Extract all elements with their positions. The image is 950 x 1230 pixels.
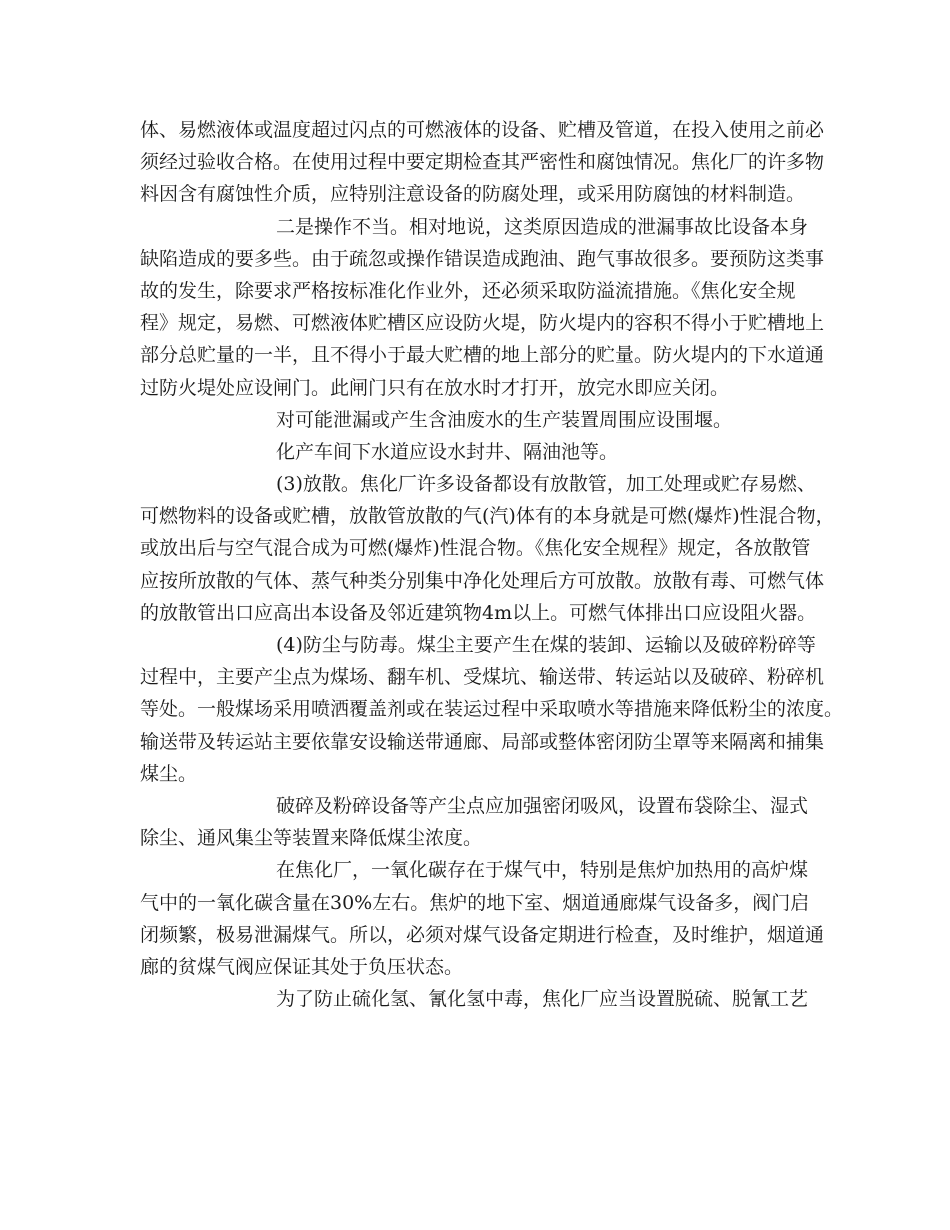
paragraph-line: 可燃物料的设备或贮槽，放散管放散的气(汽)体有的本身就是可燃(爆炸)性混合物， <box>140 505 835 528</box>
paragraph-line: 除尘、通风集尘等装置来降低煤尘浓度。 <box>140 827 483 850</box>
paragraph-line: 廊的贫煤气阀应保证其处于负压状态。 <box>140 955 464 978</box>
paragraph-line: 等处。一般煤场采用喷洒覆盖剂或在装运过程中采取喷水等措施来降低粉尘的浓度。 <box>140 698 844 721</box>
paragraph-line: 程》规定，易燃、可燃液体贮槽区应设防火堤，防火堤内的容积不得小于贮槽地上 <box>140 312 825 335</box>
paragraph-first-line: 二是操作不当。相对地说，这类原因造成的泄漏事故比设备本身 <box>276 215 809 238</box>
paragraph-line: 的放散管出口应高出本设备及邻近建筑物4m以上。可燃气体排出口应设阻火器。 <box>140 601 817 624</box>
paragraph-line: 料因含有腐蚀性介质，应特别注意设备的防腐处理，或采用防腐蚀的材料制造。 <box>140 183 806 206</box>
paragraph-line: 煤尘。 <box>140 762 198 785</box>
paragraph-line: 部分总贮量的一半，且不得小于最大贮槽的地上部分的贮量。防火堤内的下水道通 <box>140 344 825 367</box>
paragraph-line: 体、易燃液体或温度超过闪点的可燃液体的设备、贮槽及管道，在投入使用之前必 <box>140 119 825 141</box>
paragraph-line: 故的发生，除要求严格按标准化作业外，还必须采取防溢流措施。《焦化安全规 <box>140 279 796 302</box>
paragraph-first-line: 破碎及粉碎设备等产尘点应加强密闭吸风，设置布袋除尘、湿式 <box>276 794 809 817</box>
paragraph-line: 须经过验收合格。在使用过程中要定期检查其严密性和腐蚀情况。焦化厂的许多物 <box>140 151 825 174</box>
paragraph-line: 输送带及转运站主要依靠安设输送带通廊、局部或整体密闭防尘罩等来隔离和捕集 <box>140 730 825 753</box>
paragraph-first-line: 化产车间下水道应设水封井、隔油池等。 <box>276 440 619 463</box>
paragraph-first-line: (3)放散。焦化厂许多设备都设有放散管，加工处理或贮存易燃、 <box>276 473 816 496</box>
paragraph-first-line: (4)防尘与防毒。煤尘主要产生在煤的装卸、运输以及破碎粉碎等 <box>276 634 816 656</box>
paragraph-first-line: 为了防止硫化氢、氰化氢中毒，焦化厂应当设置脱硫、脱氰工艺 <box>276 988 809 1011</box>
paragraph-line: 过程中，主要产尘点为煤场、翻车机、受煤坑、输送带、转运站以及破碎、粉碎机 <box>140 666 825 689</box>
paragraph-line: 应按所放散的气体、蒸气种类分别集中净化处理后方可放散。放散有毒、可燃气体 <box>140 569 825 592</box>
paragraph-first-line: 对可能泄漏或产生含油废水的生产装置周围应设围堰。 <box>276 408 733 431</box>
paragraph-line: 或放出后与空气混合成为可燃(爆炸)性混合物。《焦化安全规程》规定，各放散管 <box>140 537 811 560</box>
paragraph-first-line: 在焦化厂，一氧化碳存在于煤气中，特别是焦炉加热用的高炉煤 <box>276 859 809 882</box>
document-body <box>140 114 844 1015</box>
paragraph-line: 过防火堤处应设闸门。此闸门只有在放水时才打开，放完水即应关闭。 <box>140 376 730 399</box>
paragraph-line: 气中的一氧化碳含量在30%左右。焦炉的地下室、烟道通廊煤气设备多，阀门启 <box>140 891 810 914</box>
paragraph-line: 闭频繁，极易泄漏煤气。所以，必须对煤气设备定期进行检查，及时维护，烟道通 <box>140 923 825 946</box>
paragraph-line: 缺陷造成的要多些。由于疏忽或操作错误造成跑油、跑气事故很多。要预防这类事 <box>140 247 825 270</box>
